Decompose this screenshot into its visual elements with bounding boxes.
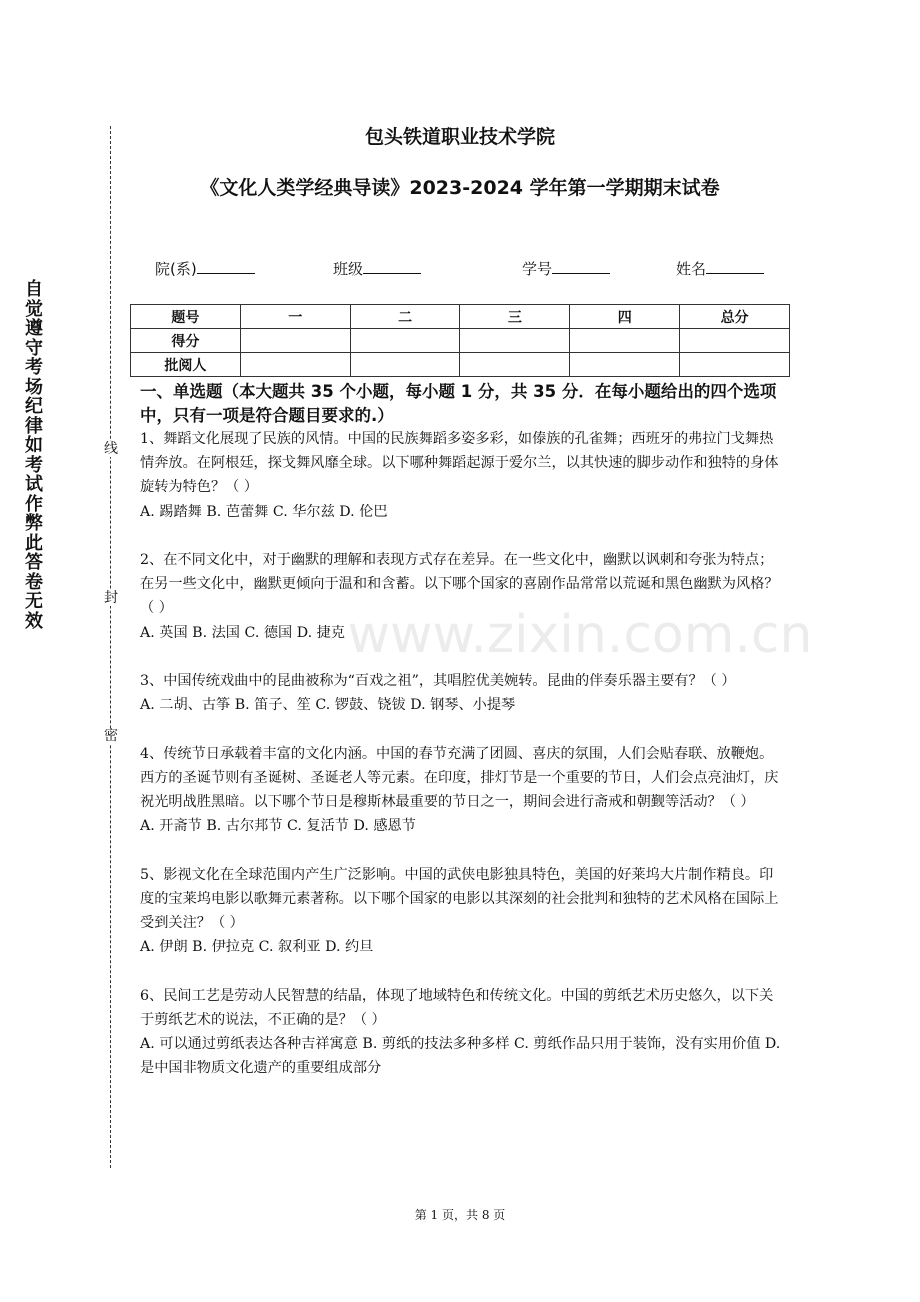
question-stem: 1、舞蹈文化展现了民族的风情。中国的民族舞蹈多姿多彩，如傣族的孔雀舞；西班牙的弗拉门戈舞热情奔放。在阿根廷，探戈舞风靡全球。以下哪种舞蹈起源于爱尔兰，以其快速的脚步动作和独特的身体旋转为特色？（ ） xyxy=(140,431,779,496)
score-row xyxy=(131,329,790,353)
question-stem: 2、在不同文化中，对于幽默的理解和表现方式存在差异。在一些文化中，幽默以讽刺和夸张为特点；在另一些文化中，幽默更倾向于温和和含蓄。以下哪个国家的喜剧作品常常以荒诞和黑色幽默为风格？（ ） xyxy=(140,552,779,617)
binding-cut-line xyxy=(110,126,111,1168)
score-cell[interactable] xyxy=(240,329,350,353)
grader-cell[interactable] xyxy=(350,353,460,377)
cut-line-label-xian: 线 xyxy=(104,441,118,457)
name-field[interactable] xyxy=(676,258,764,280)
grader-row-label: 批阅人 xyxy=(131,353,241,377)
cut-line-label-mi: 密 xyxy=(104,728,118,744)
question-item xyxy=(140,669,785,717)
grader-row xyxy=(131,353,790,377)
cut-line-label-feng: 封 xyxy=(104,590,118,606)
header-question-number: 题号 xyxy=(131,305,241,329)
section-heading: 一、单选题（本大题共 35 个小题，每小题 1 分，共 35 分．在每小题给出的四个选项中，只有一项是符合题目要求的.） xyxy=(140,382,777,425)
question-item xyxy=(140,863,785,960)
name-label: 姓名 xyxy=(676,260,707,278)
question-stem: 3、中国传统戏曲中的昆曲被称为“百戏之祖”，其唱腔优美婉转。昆曲的伴奏乐器主要有？（ ） xyxy=(140,673,736,689)
grader-cell[interactable] xyxy=(680,353,790,377)
student-id-field[interactable] xyxy=(522,258,610,280)
watermark: www.zixin.com.cn xyxy=(347,605,813,665)
department-field[interactable] xyxy=(155,258,255,280)
score-cell[interactable] xyxy=(460,329,570,353)
question-options: A. 英国 B. 法国 C. 德国 D. 捷克 xyxy=(140,624,345,641)
grader-cell[interactable] xyxy=(240,353,350,377)
question-item xyxy=(140,984,785,1081)
question-item xyxy=(140,548,785,645)
header-part-3: 三 xyxy=(460,305,570,329)
score-table xyxy=(130,304,790,377)
question-options: A. 可以通过剪纸表达各种吉祥寓意 B. 剪纸的技法多种多样 C. 剪纸作品只用于装饰，没有实用价值 D. 是中国非物质文化遗产的重要组成部分 xyxy=(140,1036,781,1077)
question-stem: 5、影视文化在全球范围内产生广泛影响。中国的武侠电影独具特色，美国的好莱坞大片制作精良。印度的宝莱坞电影以歌舞元素著称。以下哪个国家的电影以其深刻的社会批判和独特的艺术风格在国际上受到关注？（ ） xyxy=(140,866,779,931)
score-row-label: 得分 xyxy=(131,329,241,353)
question-item xyxy=(140,427,785,524)
class-blank[interactable] xyxy=(363,258,421,274)
student-id-blank[interactable] xyxy=(552,258,610,274)
name-blank[interactable] xyxy=(706,258,764,274)
class-field[interactable] xyxy=(333,258,421,280)
question-list xyxy=(140,427,785,1105)
grader-cell[interactable] xyxy=(570,353,680,377)
page-footer: 第 1 页，共 8 页 xyxy=(414,1208,506,1222)
score-table-header-row xyxy=(131,305,790,329)
department-blank[interactable] xyxy=(197,258,255,274)
question-options: A. 开斋节 B. 古尔邦节 C. 复活节 D. 感恩节 xyxy=(140,818,416,835)
question-stem: 6、民间工艺是劳动人民智慧的结晶，体现了地域特色和传统文化。中国的剪纸艺术历史悠久，以下关于剪纸艺术的说法，不正确的是？（ ） xyxy=(140,987,774,1028)
department-label: 院(系) xyxy=(155,260,197,278)
question-options: A. 二胡、古筝 B. 笛子、笙 C. 锣鼓、铙钹 D. 钢琴、小提琴 xyxy=(140,697,516,714)
score-cell[interactable] xyxy=(350,329,460,353)
header-total: 总分 xyxy=(680,305,790,329)
student-info-row xyxy=(0,258,920,280)
header-part-2: 二 xyxy=(350,305,460,329)
header-part-4: 四 xyxy=(570,305,680,329)
grader-cell[interactable] xyxy=(460,353,570,377)
question-item xyxy=(140,742,785,839)
header-part-1: 一 xyxy=(240,305,350,329)
school-name: 包头铁道职业技术学院 xyxy=(364,126,555,148)
exam-title: 《文化人类学经典导读》2023-2024 学年第一学期期末试卷 xyxy=(200,177,720,199)
score-cell[interactable] xyxy=(680,329,790,353)
class-label: 班级 xyxy=(333,260,364,278)
student-id-label: 学号 xyxy=(522,260,553,278)
question-options: A. 伊朗 B. 伊拉克 C. 叙利亚 D. 约旦 xyxy=(140,939,374,956)
question-stem: 4、传统节日承载着丰富的文化内涵。中国的春节充满了团圆、喜庆的氛围，人们会贴春联、放鞭炮。西方的圣诞节则有圣诞树、圣诞老人等元素。在印度，排灯节是一个重要的节日，人们会点亮油灯，庆祝光明战胜黑暗。以下哪个节日是穆斯林最重要的节日之一，期间会进行斋戒和朝觐等活动？（ ） xyxy=(140,745,779,810)
exam-discipline-notice: 自觉遵守考场纪律如考试作弊此答卷无效 xyxy=(25,279,43,632)
question-options: A. 踢踏舞 B. 芭蕾舞 C. 华尔兹 D. 伦巴 xyxy=(140,503,388,520)
score-cell[interactable] xyxy=(570,329,680,353)
